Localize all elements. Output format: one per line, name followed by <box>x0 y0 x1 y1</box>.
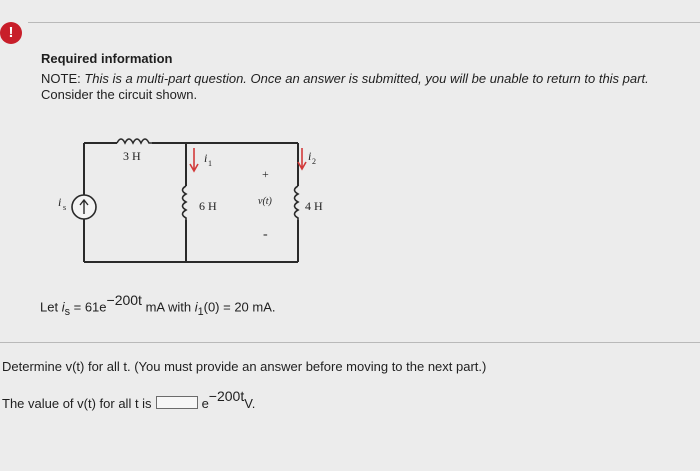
answer-base: e <box>201 396 209 411</box>
answer-prefix: The value of v(t) for all t is <box>2 396 152 411</box>
section-title: Required information <box>41 51 173 66</box>
question-text: Determine v(t) for all t. (You must provide an answer before moving to the next part.) <box>2 359 487 374</box>
current-i1-arrow-icon <box>190 148 198 171</box>
note-text <box>41 71 696 103</box>
label-i1: i <box>204 151 208 165</box>
givens-end: (0) = 20 mA. <box>203 299 276 315</box>
answer-row <box>2 388 256 411</box>
label-is-sub: s <box>63 203 67 212</box>
note-label: NOTE: <box>41 71 81 86</box>
inductor-6h <box>183 186 187 220</box>
givens-is-sub: s <box>64 305 70 318</box>
label-i2: i <box>308 149 312 163</box>
givens-i1-sub: 1 <box>197 305 204 318</box>
inductor-4h <box>295 186 299 220</box>
label-vt: v(t) <box>258 196 272 207</box>
inductor-3h <box>117 139 152 143</box>
section-divider <box>0 342 700 343</box>
answer-exponent: −200t <box>208 388 245 404</box>
label-i2-sub: 2 <box>312 157 316 166</box>
alert-icon: ! <box>0 22 22 44</box>
label-is: i <box>58 195 62 209</box>
label-plus: + <box>262 167 269 181</box>
current-i2-arrow-icon <box>298 148 306 169</box>
answer-input[interactable] <box>156 396 198 409</box>
givens-i1: i <box>194 299 198 315</box>
givens-mid: mA with <box>141 299 195 315</box>
label-i1-sub: 1 <box>208 159 212 168</box>
label-3h: 3 H <box>123 149 141 163</box>
givens-exp1: −200t <box>106 292 142 308</box>
label-6h: 6 H <box>199 199 217 213</box>
givens-eq1: = 61e <box>70 299 107 315</box>
label-minus: - <box>263 227 268 242</box>
answer-unit: V. <box>244 396 256 411</box>
label-4h: 4 H <box>305 199 323 213</box>
givens-is: i <box>61 299 65 315</box>
note-line2: Consider the circuit shown. <box>41 87 198 102</box>
note-body: This is a multi-part question. Once an answer is submitted, you will be unable to return to this part. <box>84 71 649 86</box>
circuit-diagram <box>0 120 360 290</box>
givens-let: Let <box>40 299 62 315</box>
top-divider <box>28 22 700 23</box>
given-conditions <box>40 293 276 318</box>
